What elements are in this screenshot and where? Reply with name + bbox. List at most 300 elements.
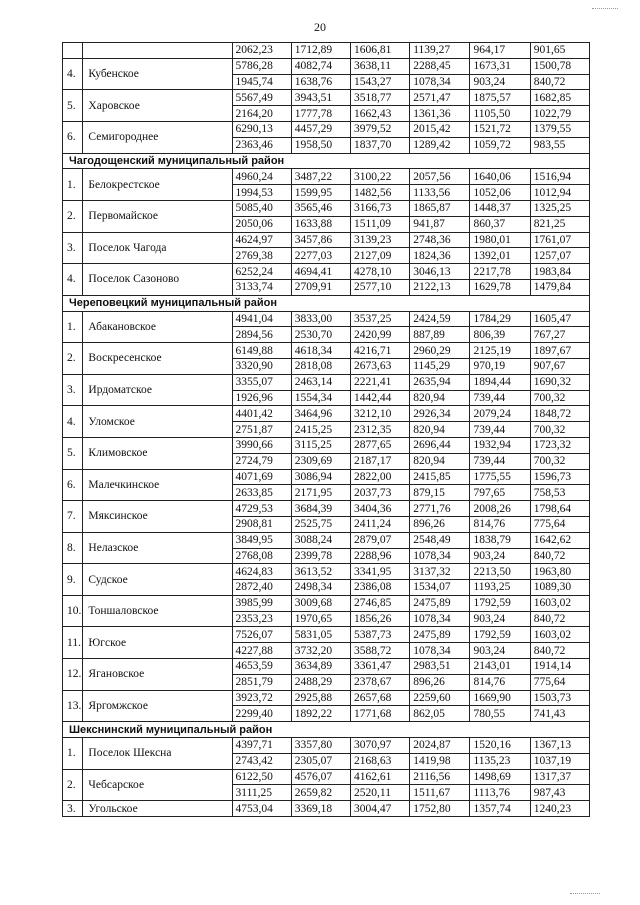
value-cell: 3565,46 — [291, 200, 350, 216]
value-cell: 1792,59 — [470, 595, 530, 611]
value-cell: 1543,27 — [351, 74, 410, 90]
settlement-name: Югское — [83, 627, 232, 659]
table-row — [63, 469, 590, 485]
value-cell: 1792,59 — [470, 627, 530, 643]
value-cell: 1932,94 — [470, 437, 530, 453]
value-cell: 4960,24 — [232, 169, 291, 185]
value-cell: 1669,90 — [470, 690, 530, 706]
value-cell: 1534,07 — [410, 580, 470, 596]
value-cell: 2259,60 — [410, 690, 470, 706]
value-cell: 1361,36 — [410, 106, 470, 122]
row-number: 8. — [63, 532, 83, 564]
value-cell: 1357,74 — [470, 801, 530, 817]
value-cell: 700,32 — [530, 390, 589, 406]
value-cell: 840,72 — [530, 611, 589, 627]
value-cell: 5387,73 — [351, 627, 410, 643]
value-cell: 2299,40 — [232, 706, 291, 722]
value-cell: 862,05 — [410, 706, 470, 722]
value-cell: 1089,30 — [530, 580, 589, 596]
value-cell: 1994,53 — [232, 185, 291, 201]
value-cell: 2312,35 — [351, 422, 410, 438]
value-cell: 3115,25 — [291, 437, 350, 453]
value-cell: 1603,02 — [530, 627, 589, 643]
value-cell: 1520,16 — [470, 738, 530, 754]
value-cell: 3139,23 — [351, 232, 410, 248]
tariff-table-body — [63, 43, 590, 817]
value-cell: 3355,07 — [232, 374, 291, 390]
row-number: 2. — [63, 343, 83, 375]
value-cell: 1392,01 — [470, 248, 530, 264]
value-cell: 3634,89 — [291, 659, 350, 675]
value-cell: 2463,14 — [291, 374, 350, 390]
value-cell: 2164,20 — [232, 106, 291, 122]
value-cell: 1554,34 — [291, 390, 350, 406]
district-header-row — [63, 295, 590, 311]
value-cell: 1970,65 — [291, 611, 350, 627]
value-cell: 1139,27 — [410, 43, 470, 59]
value-cell: 1875,57 — [470, 90, 530, 106]
value-cell: 3732,20 — [291, 643, 350, 659]
value-cell: 2411,24 — [351, 516, 410, 532]
value-cell: 3320,90 — [232, 358, 291, 374]
value-cell: 2771,76 — [410, 501, 470, 517]
row-number: 6. — [63, 469, 83, 501]
value-cell: 1640,06 — [470, 169, 530, 185]
value-cell: 3613,52 — [291, 564, 350, 580]
value-cell: 860,37 — [470, 216, 530, 232]
value-cell: 1367,13 — [530, 738, 589, 754]
value-cell: 2079,24 — [470, 406, 530, 422]
row-number: 7. — [63, 501, 83, 533]
value-cell: 739,44 — [470, 453, 530, 469]
value-cell: 3537,25 — [351, 311, 410, 327]
table-row — [63, 738, 590, 754]
district-title: Череповецкий муниципальный район — [63, 295, 590, 311]
value-cell: 1958,50 — [291, 137, 350, 153]
settlement-name: Судское — [83, 564, 232, 596]
value-cell: 821,25 — [530, 216, 589, 232]
value-cell: 2420,99 — [351, 327, 410, 343]
settlement-name: Угольское — [83, 801, 232, 817]
value-cell: 1837,70 — [351, 137, 410, 153]
value-cell: 741,43 — [530, 706, 589, 722]
value-cell: 758,53 — [530, 485, 589, 501]
value-cell: 2520,11 — [351, 785, 410, 801]
value-cell: 2743,42 — [232, 753, 291, 769]
value-cell: 1642,62 — [530, 532, 589, 548]
value-cell: 2305,07 — [291, 753, 350, 769]
value-cell: 1926,96 — [232, 390, 291, 406]
value-cell: 3684,39 — [291, 501, 350, 517]
settlement-name: Поселок Шексна — [83, 738, 232, 770]
value-cell: 2353,23 — [232, 611, 291, 627]
value-cell: 1257,07 — [530, 248, 589, 264]
settlement-name: Семигороднее — [83, 121, 232, 153]
row-number: 10. — [63, 595, 83, 627]
value-cell: 3518,77 — [351, 90, 410, 106]
settlement-name: Чебсарское — [83, 769, 232, 801]
value-cell: 1022,79 — [530, 106, 589, 122]
row-number: 2. — [63, 769, 83, 801]
value-cell: 3070,97 — [351, 738, 410, 754]
settlement-name: Поселок Сазоново — [83, 264, 232, 296]
value-cell: 1777,78 — [291, 106, 350, 122]
value-cell: 1897,67 — [530, 343, 589, 359]
row-number: 13. — [63, 690, 83, 722]
value-cell: 3404,36 — [351, 501, 410, 517]
value-cell: 1723,32 — [530, 437, 589, 453]
value-cell: 820,94 — [410, 453, 470, 469]
district-header-row — [63, 153, 590, 169]
value-cell: 2171,95 — [291, 485, 350, 501]
value-cell: 1771,68 — [351, 706, 410, 722]
value-cell: 3833,00 — [291, 311, 350, 327]
table-row — [63, 169, 590, 185]
scan-mark — [592, 8, 618, 10]
value-cell: 2926,34 — [410, 406, 470, 422]
value-cell: 840,72 — [530, 643, 589, 659]
value-cell: 3009,68 — [291, 595, 350, 611]
value-cell: 3464,96 — [291, 406, 350, 422]
value-cell: 820,94 — [410, 390, 470, 406]
table-row — [63, 532, 590, 548]
table-row — [63, 501, 590, 517]
table-row — [63, 311, 590, 327]
value-cell: 1500,78 — [530, 58, 589, 74]
value-cell: 3133,74 — [232, 279, 291, 295]
value-cell: 2696,44 — [410, 437, 470, 453]
value-cell: 2659,82 — [291, 785, 350, 801]
value-cell: 879,15 — [410, 485, 470, 501]
value-cell: 1824,36 — [410, 248, 470, 264]
value-cell: 3086,94 — [291, 469, 350, 485]
value-cell: 3923,72 — [232, 690, 291, 706]
district-title: Чагодощенский муниципальный район — [63, 153, 590, 169]
value-cell: 1894,44 — [470, 374, 530, 390]
table-row — [63, 769, 590, 785]
value-cell: 1983,84 — [530, 264, 589, 280]
row-number: 2. — [63, 200, 83, 232]
value-cell: 2657,68 — [351, 690, 410, 706]
value-cell: 2751,87 — [232, 422, 291, 438]
value-cell: 3100,22 — [351, 169, 410, 185]
value-cell: 3166,73 — [351, 200, 410, 216]
value-cell: 814,76 — [470, 516, 530, 532]
value-cell: 820,94 — [410, 422, 470, 438]
settlement-name: Абакановское — [83, 311, 232, 343]
value-cell: 2488,29 — [291, 674, 350, 690]
district-header-row — [63, 722, 590, 738]
value-cell: 1633,88 — [291, 216, 350, 232]
value-cell: 4216,71 — [351, 343, 410, 359]
value-cell: 2475,89 — [410, 627, 470, 643]
value-cell: 2746,85 — [351, 595, 410, 611]
row-number: 5. — [63, 437, 83, 469]
value-cell: 1892,22 — [291, 706, 350, 722]
value-cell: 1596,73 — [530, 469, 589, 485]
value-cell: 6290,13 — [232, 121, 291, 137]
value-cell: 1442,44 — [351, 390, 410, 406]
value-cell: 4227,88 — [232, 643, 291, 659]
value-cell: 2122,13 — [410, 279, 470, 295]
value-cell: 1379,55 — [530, 121, 589, 137]
value-cell: 6149,88 — [232, 343, 291, 359]
value-cell: 1448,37 — [470, 200, 530, 216]
value-cell: 2822,00 — [351, 469, 410, 485]
value-cell: 2577,10 — [351, 279, 410, 295]
table-row — [63, 121, 590, 137]
value-cell: 4729,53 — [232, 501, 291, 517]
value-cell: 4653,59 — [232, 659, 291, 675]
value-cell: 2008,26 — [470, 501, 530, 517]
settlement-name — [83, 43, 232, 59]
value-cell: 1963,80 — [530, 564, 589, 580]
value-cell: 1516,94 — [530, 169, 589, 185]
value-cell: 907,67 — [530, 358, 589, 374]
value-cell: 2217,78 — [470, 264, 530, 280]
value-cell: 896,26 — [410, 674, 470, 690]
value-cell: 903,24 — [470, 643, 530, 659]
table-row — [63, 595, 590, 611]
value-cell: 2015,42 — [410, 121, 470, 137]
value-cell: 2530,70 — [291, 327, 350, 343]
value-cell: 2213,50 — [470, 564, 530, 580]
value-cell: 2399,78 — [291, 548, 350, 564]
value-cell: 1980,01 — [470, 232, 530, 248]
value-cell: 1078,34 — [410, 74, 470, 90]
value-cell: 2983,51 — [410, 659, 470, 675]
value-cell: 2024,87 — [410, 738, 470, 754]
row-number: 4. — [63, 264, 83, 296]
value-cell: 2877,65 — [351, 437, 410, 453]
value-cell: 2571,47 — [410, 90, 470, 106]
value-cell: 4457,29 — [291, 121, 350, 137]
settlement-name: Мяксинское — [83, 501, 232, 533]
value-cell: 4576,07 — [291, 769, 350, 785]
value-cell: 1498,69 — [470, 769, 530, 785]
table-row — [63, 90, 590, 106]
value-cell: 3212,10 — [351, 406, 410, 422]
value-cell: 2724,79 — [232, 453, 291, 469]
value-cell: 903,24 — [470, 548, 530, 564]
value-cell: 1078,34 — [410, 548, 470, 564]
value-cell: 1662,43 — [351, 106, 410, 122]
value-cell: 896,26 — [410, 516, 470, 532]
value-cell: 3943,51 — [291, 90, 350, 106]
value-cell: 2415,85 — [410, 469, 470, 485]
value-cell: 2037,73 — [351, 485, 410, 501]
settlement-name: Уломское — [83, 406, 232, 438]
value-cell: 1059,72 — [470, 137, 530, 153]
value-cell: 3046,13 — [410, 264, 470, 280]
value-cell: 1037,19 — [530, 753, 589, 769]
value-cell: 4941,04 — [232, 311, 291, 327]
value-cell: 797,65 — [470, 485, 530, 501]
value-cell: 6122,50 — [232, 769, 291, 785]
row-number: 6. — [63, 121, 83, 153]
value-cell: 1599,95 — [291, 185, 350, 201]
value-cell: 2127,09 — [351, 248, 410, 264]
value-cell: 700,32 — [530, 422, 589, 438]
value-cell: 700,32 — [530, 453, 589, 469]
row-number — [63, 43, 83, 59]
value-cell: 2168,63 — [351, 753, 410, 769]
settlement-name: Нелазское — [83, 532, 232, 564]
value-cell: 3457,86 — [291, 232, 350, 248]
table-row — [63, 659, 590, 675]
value-cell: 1113,76 — [470, 785, 530, 801]
settlement-name: Кубенское — [83, 58, 232, 90]
value-cell: 1511,67 — [410, 785, 470, 801]
table-row — [63, 690, 590, 706]
value-cell: 1482,56 — [351, 185, 410, 201]
value-cell: 1606,81 — [351, 43, 410, 59]
value-cell: 806,39 — [470, 327, 530, 343]
row-number: 5. — [63, 90, 83, 122]
value-cell: 814,76 — [470, 674, 530, 690]
settlement-name: Яргомжское — [83, 690, 232, 722]
value-cell: 1682,85 — [530, 90, 589, 106]
value-cell: 2288,96 — [351, 548, 410, 564]
value-cell: 1503,73 — [530, 690, 589, 706]
value-cell: 1629,78 — [470, 279, 530, 295]
value-cell: 775,64 — [530, 516, 589, 532]
table-row — [63, 58, 590, 74]
value-cell: 2925,88 — [291, 690, 350, 706]
value-cell: 1945,74 — [232, 74, 291, 90]
row-number: 4. — [63, 406, 83, 438]
value-cell: 775,64 — [530, 674, 589, 690]
value-cell: 739,44 — [470, 422, 530, 438]
value-cell: 1690,32 — [530, 374, 589, 390]
value-cell: 1838,79 — [470, 532, 530, 548]
value-cell: 840,72 — [530, 74, 589, 90]
value-cell: 1317,37 — [530, 769, 589, 785]
district-title: Шекснинский муниципальный район — [63, 722, 590, 738]
value-cell: 1848,72 — [530, 406, 589, 422]
table-row — [63, 627, 590, 643]
value-cell: 2709,91 — [291, 279, 350, 295]
row-number: 1. — [63, 169, 83, 201]
value-cell: 1193,25 — [470, 580, 530, 596]
value-cell: 4624,83 — [232, 564, 291, 580]
value-cell: 3487,22 — [291, 169, 350, 185]
value-cell: 3341,95 — [351, 564, 410, 580]
value-cell: 1521,72 — [470, 121, 530, 137]
value-cell: 970,19 — [470, 358, 530, 374]
value-cell: 1712,89 — [291, 43, 350, 59]
value-cell: 903,24 — [470, 611, 530, 627]
value-cell: 1784,29 — [470, 311, 530, 327]
value-cell: 4624,97 — [232, 232, 291, 248]
value-cell: 4753,04 — [232, 801, 291, 817]
row-number: 9. — [63, 564, 83, 596]
value-cell: 2769,38 — [232, 248, 291, 264]
value-cell: 2116,56 — [410, 769, 470, 785]
value-cell: 2221,41 — [351, 374, 410, 390]
value-cell: 2050,06 — [232, 216, 291, 232]
settlement-name: Малечкинское — [83, 469, 232, 501]
value-cell: 987,43 — [530, 785, 589, 801]
value-cell: 1325,25 — [530, 200, 589, 216]
value-cell: 1775,55 — [470, 469, 530, 485]
value-cell: 2415,25 — [291, 422, 350, 438]
value-cell: 4397,71 — [232, 738, 291, 754]
value-cell: 2187,17 — [351, 453, 410, 469]
value-cell: 1761,07 — [530, 232, 589, 248]
table-row — [63, 406, 590, 422]
value-cell: 2424,59 — [410, 311, 470, 327]
value-cell: 2143,01 — [470, 659, 530, 675]
value-cell: 3361,47 — [351, 659, 410, 675]
value-cell: 3849,95 — [232, 532, 291, 548]
value-cell: 4162,61 — [351, 769, 410, 785]
value-cell: 2498,34 — [291, 580, 350, 596]
value-cell: 2363,46 — [232, 137, 291, 153]
value-cell: 1798,64 — [530, 501, 589, 517]
value-cell: 2057,56 — [410, 169, 470, 185]
row-number: 3. — [63, 232, 83, 264]
value-cell: 1673,31 — [470, 58, 530, 74]
row-number: 12. — [63, 659, 83, 691]
value-cell: 2062,23 — [232, 43, 291, 59]
settlement-name: Климовское — [83, 437, 232, 469]
row-number: 3. — [63, 374, 83, 406]
value-cell: 1752,80 — [410, 801, 470, 817]
value-cell: 2475,89 — [410, 595, 470, 611]
value-cell: 1914,14 — [530, 659, 589, 675]
value-cell: 4082,74 — [291, 58, 350, 74]
value-cell: 2908,81 — [232, 516, 291, 532]
tariff-table — [62, 42, 590, 817]
value-cell: 1511,09 — [351, 216, 410, 232]
settlement-name: Белокрестское — [83, 169, 232, 201]
value-cell: 1603,02 — [530, 595, 589, 611]
value-cell: 1105,50 — [470, 106, 530, 122]
value-cell: 2851,79 — [232, 674, 291, 690]
value-cell: 903,24 — [470, 74, 530, 90]
row-number: 1. — [63, 738, 83, 770]
value-cell: 964,17 — [470, 43, 530, 59]
value-cell: 1012,94 — [530, 185, 589, 201]
value-cell: 1856,26 — [351, 611, 410, 627]
value-cell: 5831,05 — [291, 627, 350, 643]
value-cell: 2633,85 — [232, 485, 291, 501]
value-cell: 4401,42 — [232, 406, 291, 422]
table-row — [63, 232, 590, 248]
value-cell: 887,89 — [410, 327, 470, 343]
value-cell: 3990,66 — [232, 437, 291, 453]
settlement-name: Поселок Чагода — [83, 232, 232, 264]
value-cell: 1133,56 — [410, 185, 470, 201]
value-cell: 5786,28 — [232, 58, 291, 74]
value-cell: 739,44 — [470, 390, 530, 406]
value-cell: 3004,47 — [351, 801, 410, 817]
table-row — [63, 343, 590, 359]
page-number: 20 — [314, 20, 326, 34]
settlement-name: Харовское — [83, 90, 232, 122]
value-cell: 1289,42 — [410, 137, 470, 153]
value-cell: 2125,19 — [470, 343, 530, 359]
value-cell: 1135,23 — [470, 753, 530, 769]
value-cell: 2894,56 — [232, 327, 291, 343]
value-cell: 2635,94 — [410, 374, 470, 390]
value-cell: 1052,06 — [470, 185, 530, 201]
value-cell: 3137,32 — [410, 564, 470, 580]
value-cell: 7526,07 — [232, 627, 291, 643]
value-cell: 4694,41 — [291, 264, 350, 280]
value-cell: 2378,67 — [351, 674, 410, 690]
